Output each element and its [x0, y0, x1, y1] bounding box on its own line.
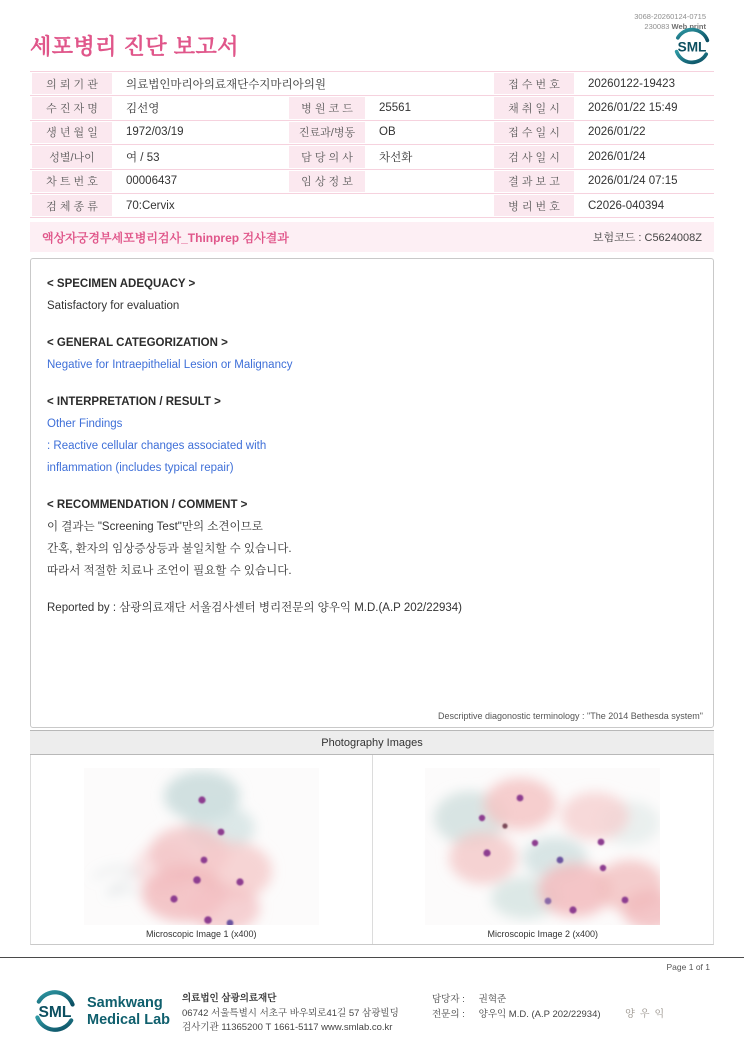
section-line: : Reactive cellular changes associated with — [47, 440, 267, 452]
row-value: 70:Cervix — [126, 199, 175, 212]
row-label: 차 트 번 호 — [32, 171, 112, 192]
photography-header: Photography Images — [30, 730, 714, 755]
section-heading: < GENERAL CATEGORIZATION > — [47, 337, 228, 349]
doctor-name: 양우익 M.D. (A.P 202/22934) — [478, 1009, 601, 1020]
row-value — [367, 170, 492, 193]
section-line: inflammation (includes typical repair) — [47, 462, 234, 474]
test-result-band — [30, 222, 714, 252]
row-value: 김선영 — [126, 103, 160, 116]
table-row — [30, 145, 714, 169]
svg-text:SML: SML — [38, 1004, 72, 1022]
section-line: Negative for Intraepithelial Lesion or Malignancy — [47, 359, 293, 371]
row-value: 25561 — [379, 102, 411, 115]
footer-divider — [0, 957, 744, 958]
microscopic-image-2 — [425, 768, 660, 925]
doctor-label: 전문의 : — [432, 1009, 465, 1020]
test-name: 액상자궁경부세포병리검사_Thinprep 검사결과 — [42, 230, 289, 245]
microscopic-image-1 — [84, 768, 319, 925]
document-number: 3068-20260124-0715 — [634, 12, 706, 21]
section-line: 이 결과는 "Screening Test"만의 소견이므로 — [47, 521, 263, 533]
row-label: 접 수 일 시 — [494, 122, 574, 143]
row-label: 수 진 자 명 — [32, 97, 112, 118]
row-label: 결 과 보 고 — [494, 171, 574, 192]
row-value: 2026/01/24 07:15 — [588, 175, 678, 188]
row-value: C2026-040394 — [588, 199, 665, 212]
row-label: 의 뢰 기 관 — [32, 73, 112, 94]
table-row — [30, 96, 714, 120]
org-address: 06742 서울특별시 서초구 바우뫼로41길 57 삼광빌딩 — [182, 1007, 399, 1019]
sml-logo-footer-icon — [30, 988, 80, 1034]
footer — [30, 988, 720, 1036]
row-label: 성별/나이 — [32, 146, 112, 167]
row-value: 2026/01/22 15:49 — [588, 102, 678, 115]
row-value: 2026/01/24 — [588, 150, 646, 163]
insurance-code: 보험코드 : C5624008Z — [592, 232, 702, 244]
row-label: 담 당 의 사 — [289, 146, 365, 167]
row-label: 채 취 일 시 — [494, 97, 574, 118]
row-label: 병 원 코 드 — [289, 97, 365, 118]
report-body — [30, 258, 714, 728]
photography-area — [30, 755, 714, 945]
row-label: 생 년 월 일 — [32, 122, 112, 143]
table-row — [30, 72, 714, 96]
row-value: 00006437 — [126, 175, 178, 188]
org-contact: 검사기관 11365200 T 1661-5117 www.smlab.co.kr — [182, 1022, 393, 1033]
sml-logo-icon — [670, 26, 714, 71]
row-value: 여 / 53 — [126, 151, 160, 164]
row-label: 임 상 정 보 — [289, 171, 365, 192]
table-row — [30, 170, 714, 194]
brand-name: Samkwang Medical Lab — [87, 995, 170, 1028]
page-number: Page 1 of 1 — [666, 962, 710, 972]
photo-caption-2: Microscopic Image 2 (x400) — [487, 929, 599, 939]
section-line: Other Findings — [47, 418, 123, 430]
row-value: OB — [379, 126, 396, 139]
row-value: 2026/01/22 — [588, 126, 646, 139]
section-heading: < INTERPRETATION / RESULT > — [47, 396, 221, 408]
table-row — [30, 121, 714, 145]
reported-by-line: Reported by : 삼광의료재단 서울검사센터 병리전문의 양우익 M.D.(A.P 202/22934) — [47, 602, 463, 614]
section-line: 간혹, 환자의 임상증상등과 불일치할 수 있습니다. — [47, 543, 292, 555]
footer-staff-block — [432, 988, 720, 1022]
row-label: 검 체 종 류 — [32, 195, 112, 216]
row-value: 1972/03/19 — [126, 126, 184, 139]
photo-cell-1 — [31, 755, 372, 944]
staff-name: 권혁준 — [478, 994, 507, 1005]
page-title: 세포병리 진단 보고서 — [30, 34, 239, 59]
row-label: 병 리 번 호 — [494, 195, 574, 216]
photo-caption-1: Microscopic Image 1 (x400) — [145, 929, 257, 939]
doctor-line — [432, 1007, 720, 1022]
staff-line — [432, 992, 720, 1007]
document-subnumber-line: 230083 Web print — [644, 21, 706, 31]
svg-text:SML: SML — [677, 39, 707, 55]
section-line: Satisfactory for evaluation — [47, 300, 180, 312]
row-label: 접 수 번 호 — [494, 73, 574, 94]
footer-org-block — [182, 988, 432, 1036]
photo-cell-2 — [372, 755, 714, 944]
section-heading: < SPECIMEN ADEQUACY > — [47, 278, 196, 290]
staff-label: 담당자 : — [432, 994, 465, 1005]
row-value: 차선화 — [379, 151, 413, 164]
row-value: 20260122-19423 — [588, 77, 675, 90]
table-row — [30, 194, 714, 218]
doctor-signature: 양우익 — [625, 1009, 670, 1020]
org-name: 의료법인 삼광의료재단 — [182, 993, 277, 1004]
section-heading: < RECOMMENDATION / COMMENT > — [47, 499, 248, 511]
row-label: 검 사 일 시 — [494, 146, 574, 167]
row-value: 의료법인마리아의료재단수지마리아의원 — [126, 78, 326, 91]
terminology-note: Descriptive diagonostic terminology : "The 2014 Bethesda system" — [437, 711, 703, 721]
web-print-label: Web print — [671, 21, 706, 31]
row-label: 진료과/병동 — [289, 122, 365, 143]
section-line: 따라서 적절한 치료나 조언이 필요할 수 있습니다. — [47, 565, 292, 577]
footer-brand-block — [30, 988, 182, 1034]
patient-info-table — [30, 71, 714, 218]
